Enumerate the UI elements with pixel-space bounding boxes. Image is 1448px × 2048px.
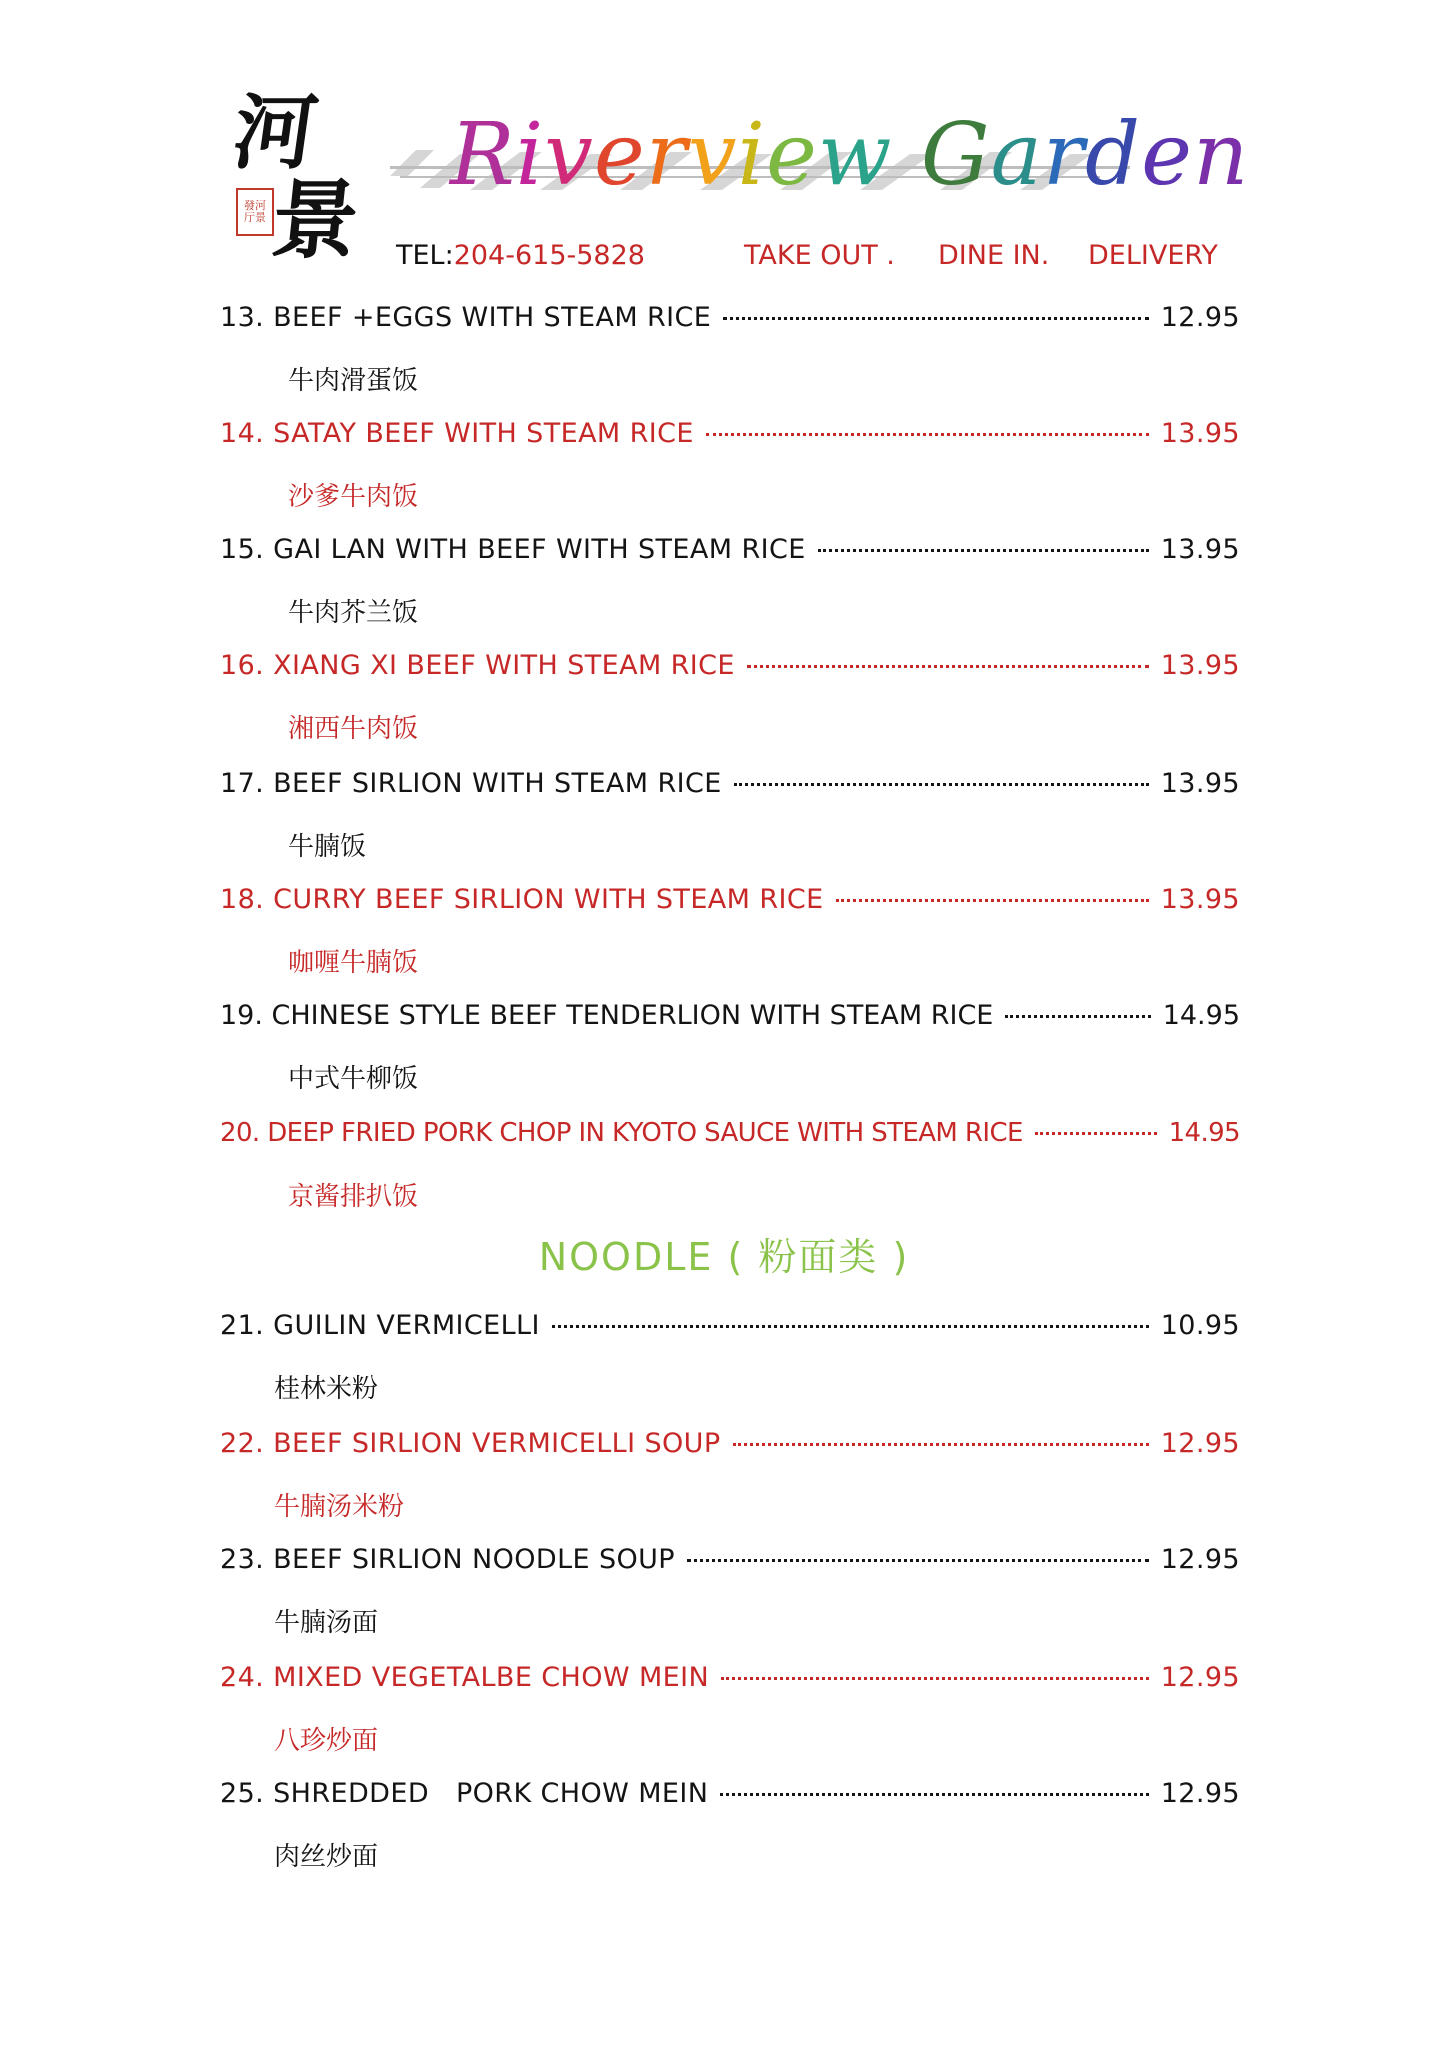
brand-title-letter: i: [515, 105, 545, 205]
item-name: 18. CURRY BEEF SIRLION WITH STEAM RICE: [220, 884, 824, 915]
item-chinese-name: 牛腩汤米粉: [274, 1492, 405, 1522]
brand-title-letter: w: [817, 105, 893, 205]
item-price: 10.95: [1160, 1310, 1240, 1341]
menu-item-15: [220, 534, 1240, 574]
item-name: 16. XIANG XI BEEF WITH STEAM RICE: [220, 650, 735, 681]
item-chinese-name: 中式牛柳饭: [288, 1064, 419, 1094]
item-chinese-name: 牛肉滑蛋饭: [288, 366, 419, 396]
brand-title-letter: r: [645, 105, 688, 205]
brand-title-letter: e: [1141, 105, 1193, 205]
item-name: 23. BEEF SIRLION NOODLE SOUP: [220, 1544, 675, 1575]
item-price: 13.95: [1160, 884, 1240, 915]
brand-title-letter: v: [687, 105, 738, 205]
item-chinese-name: 沙爹牛肉饭: [288, 482, 419, 512]
menu-item-23: [220, 1544, 1240, 1584]
logo-seal-stamp: 發河厅景: [236, 188, 274, 236]
item-price: 14.95: [1168, 1118, 1240, 1148]
menu-item-13: [220, 302, 1240, 342]
leader-dots: [818, 549, 1149, 552]
brand-title-letter: e: [766, 105, 818, 205]
menu-item-21: [220, 1310, 1240, 1350]
item-price: 13.95: [1160, 768, 1240, 799]
item-name: 15. GAI LAN WITH BEEF WITH STEAM RICE: [220, 534, 806, 565]
item-name: 21. GUILIN VERMICELLI: [220, 1310, 540, 1341]
brand-title-letter: R: [450, 105, 516, 205]
service-dine-in: DINE IN.: [938, 240, 1050, 271]
brand-title-letter: G: [920, 105, 991, 205]
item-name: 25. SHREDDED PORK CHOW MEIN: [220, 1778, 709, 1809]
item-price: 14.95: [1162, 1000, 1240, 1031]
item-price: 12.95: [1160, 1428, 1240, 1459]
leader-dots: [836, 899, 1149, 902]
brand-title-letter: [893, 108, 921, 203]
tel-label: TEL:: [396, 240, 454, 271]
item-name: 20. DEEP FRIED PORK CHOP IN KYOTO SAUCE WITH STEAM RICE: [220, 1118, 1023, 1148]
brand-title-letter: v: [544, 105, 594, 205]
item-name: 13. BEEF +EGGS WITH STEAM RICE: [220, 302, 712, 333]
brand-title-letter: r: [1042, 105, 1085, 205]
item-chinese-name: 牛肉芥兰饭: [288, 598, 419, 628]
tel-number: 204-615-5828: [453, 240, 645, 271]
brand-title-letter: e: [593, 105, 646, 205]
menu-item-24: [220, 1662, 1240, 1702]
logo-char-jing: 景: [266, 170, 364, 271]
menu-item-20: [220, 1118, 1240, 1158]
item-chinese-name: 桂林米粉: [274, 1374, 379, 1404]
item-chinese-name: 牛腩汤面: [274, 1608, 379, 1638]
menu-item-22: [220, 1428, 1240, 1468]
brand-title: [450, 105, 1250, 205]
item-name: 22. BEEF SIRLION VERMICELLI SOUP: [220, 1428, 721, 1459]
item-price: 12.95: [1160, 302, 1240, 333]
leader-dots: [723, 317, 1148, 320]
leader-dots: [720, 1793, 1148, 1796]
leader-dots: [706, 433, 1149, 436]
item-chinese-name: 京酱排扒饭: [288, 1182, 419, 1212]
item-name: 14. SATAY BEEF WITH STEAM RICE: [220, 418, 694, 449]
item-price: 12.95: [1160, 1662, 1240, 1693]
brand-title-letter: i: [737, 105, 767, 205]
item-price: 13.95: [1160, 650, 1240, 681]
item-chinese-name: 肉丝炒面: [274, 1842, 379, 1872]
item-chinese-name: 牛腩饭: [288, 832, 367, 862]
item-price: 13.95: [1160, 418, 1240, 449]
item-chinese-name: 湘西牛肉饭: [288, 714, 419, 744]
service-delivery: DELIVERY: [1088, 240, 1218, 271]
brand-title-letter: d: [1085, 105, 1142, 205]
item-price: 12.95: [1160, 1778, 1240, 1809]
menu-item-19: [220, 1000, 1240, 1040]
leader-dots: [747, 665, 1149, 668]
logo-char-he: 河: [227, 85, 323, 181]
service-take-out: TAKE OUT .: [744, 240, 895, 271]
leader-dots: [1035, 1132, 1157, 1135]
contact-line: [396, 240, 1256, 280]
brand-title-letter: n: [1192, 105, 1250, 205]
restaurant-logo: [227, 85, 372, 274]
leader-dots: [734, 783, 1149, 786]
leader-dots: [1005, 1015, 1150, 1018]
item-price: 12.95: [1160, 1544, 1240, 1575]
item-chinese-name: 八珍炒面: [274, 1726, 379, 1756]
menu-item-16: [220, 650, 1240, 690]
leader-dots: [721, 1677, 1149, 1680]
menu-item-17: [220, 768, 1240, 808]
item-name: 19. CHINESE STYLE BEEF TENDERLION WITH STEAM RICE: [220, 1000, 994, 1031]
menu-item-25: [220, 1778, 1240, 1818]
leader-dots: [552, 1325, 1149, 1328]
item-chinese-name: 咖喱牛腩饭: [288, 948, 419, 978]
brand-title-letter: a: [990, 105, 1043, 205]
item-price: 13.95: [1160, 534, 1240, 565]
section-title-noodle: NOODLE ( 粉面类 ): [538, 1235, 910, 1279]
item-name: 24. MIXED VEGETALBE CHOW MEIN: [220, 1662, 710, 1693]
menu-item-18: [220, 884, 1240, 924]
brand-title-block: [390, 105, 1250, 218]
item-name: 17. BEEF SIRLION WITH STEAM RICE: [220, 768, 722, 799]
menu-item-14: [220, 418, 1240, 458]
leader-dots: [733, 1443, 1149, 1446]
leader-dots: [687, 1559, 1149, 1562]
